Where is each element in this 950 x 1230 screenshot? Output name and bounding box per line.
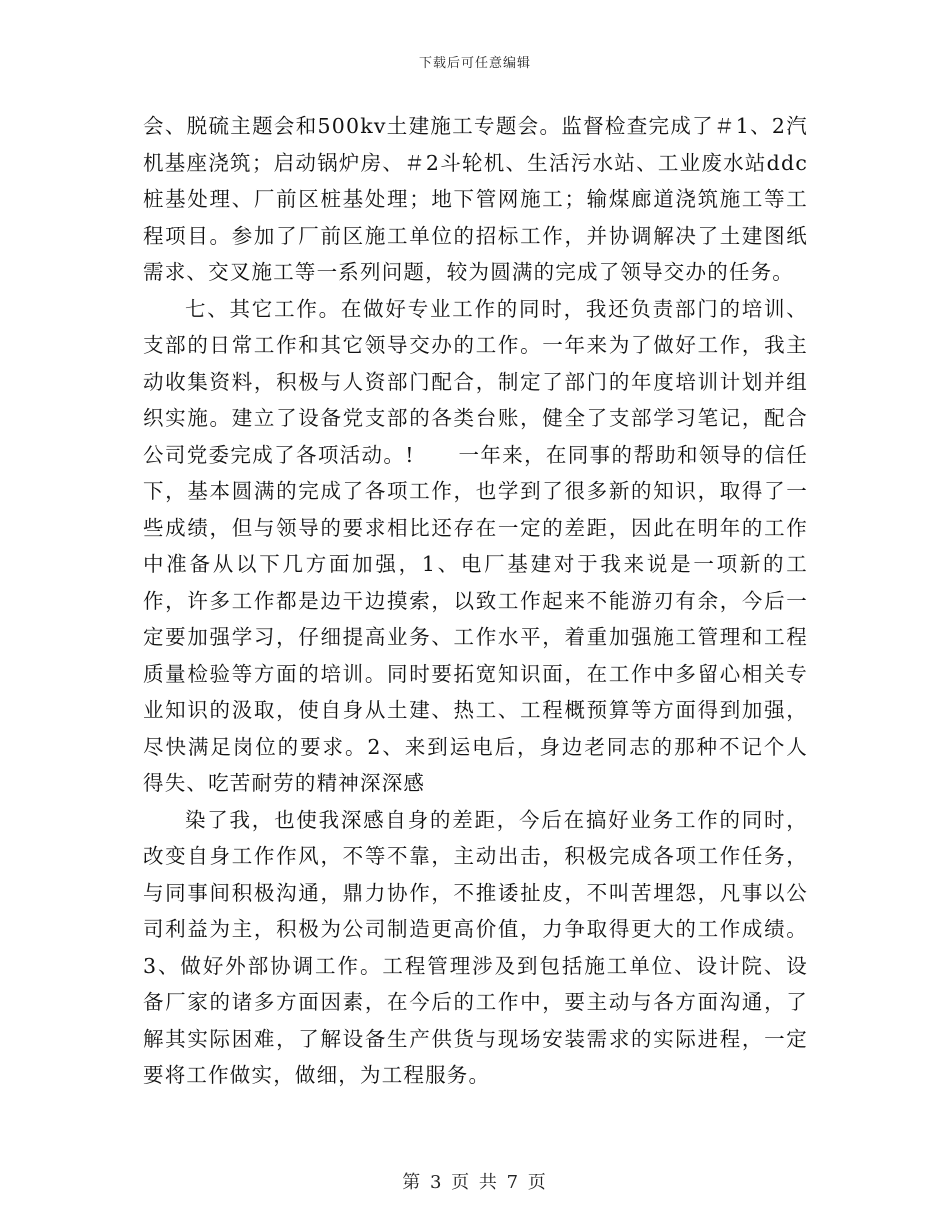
paragraph-improvement: 染了我，也使我深感自身的差距，今后在搞好业务工作的同时，改变自身工作作风，不等不靠，主动出击，积极完成各项工作任务，与同事间积极沟通，鼎力协作，不推诿扯皮，不叫苦埋怨，凡事以公司利益为主，积极为公司制造更高价值，力争取得更大的工作成绩。3、做好外部协调工作。工程管理涉及到包括施工单位、设计院、设备厂家的诸多方面因素，在今后的工作中，要主动与各方面沟通，了解其实际困难，了解设备生产供货与现场安装需求的实际进程，一定要将工作做实，做细，为工程服务。 [143,807,808,1087]
paragraph-continuation: 会、脱硫主题会和500kv土建施工专题会。监督检查完成了＃1、2汽机基座浇筑；启动锅炉房、＃2斗轮机、生活污水站、工业废水站ddc桩基处理、厂前区桩基处理；地下管网施工；输煤廊道浇筑施工等工程项目。参加了厂前区施工单位的招标工作，并协调解决了土建图纸需求、交叉施工等一系列问题，较为圆满的完成了领导交办的任务。 [143,114,808,284]
document-body [143,108,808,1094]
page-number: 第 3 页 共 7 页 [402,1172,548,1193]
paragraph-other-work: 七、其它工作。在做好专业工作的同时，我还负责部门的培训、支部的日常工作和其它领导交办的工作。一年来为了做好工作，我主动收集资料，积极与人资部门配合，制定了部门的年度培训计划并组织实施。建立了设备党支部的各类台账，健全了支部学习笔记，配合公司党委完成了各项活动。! 一年来，在同事的帮助和领导的信任下，基本圆满的完成了各项工作，也学到了很多新的知识，取得了一些成绩，但与领导的要求相比还存在一定的差距，因此在明年的工作中准备从以下几方面加强，1、电厂基建对于我来说是一项新的工作，许多工作都是边干边摸索，以致工作起来不能游刃有余，今后一定要加强学习，仔细提高业务、工作水平，着重加强施工管理和工程质量检验等方面的培训。同时要拓宽知识面，在工作中多留心相关专业知识的汲取，使自身从土建、热工、工程概预算等方面得到加强，尽快满足岗位的要求。2、来到运电后，身边老同志的那种不记个人得失、吃苦耐劳的精神深深感 [143,296,808,795]
page-header-note: 下载后可任意编辑 [418,56,531,71]
